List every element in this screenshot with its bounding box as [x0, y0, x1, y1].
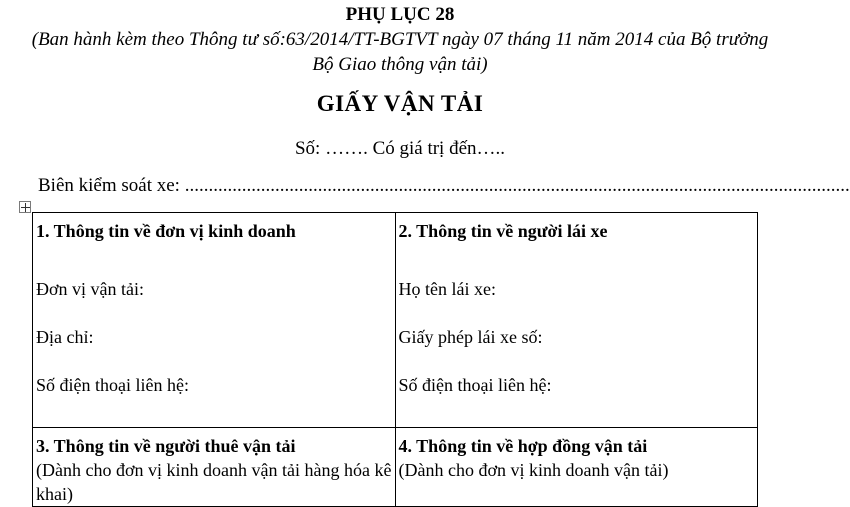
- driver-name-label: Họ tên lái xe:: [398, 279, 496, 299]
- transport-info-table: [32, 212, 758, 507]
- number-validity-line: Số: ……. Có giá trị đến…..: [294, 138, 506, 159]
- driver-section-heading: 2. Thông tin về người lái xe: [398, 221, 608, 241]
- business-address-label: Địa chỉ:: [36, 327, 94, 347]
- driver-phone-label: Số điện thoại liên hệ:: [398, 375, 552, 395]
- contract-info-cell[interactable]: [395, 428, 758, 507]
- issued-note: (Ban hành kèm theo Thông tư số:63/2014/TT-BGTVT ngày 07 tháng 11 năm 2014 của Bộ trưởng Bộ Giao thông vận tải): [31, 29, 769, 75]
- license-plate-line: [38, 175, 850, 197]
- contract-section-note: (Dành cho đơn vị kinh doanh vận tải): [398, 460, 669, 480]
- business-phone-label: Số điện thoại liên hệ:: [36, 375, 189, 395]
- business-section-heading: 1. Thông tin về đơn vị kinh doanh: [36, 221, 296, 241]
- document-title: GIẤY VẬN TẢI: [316, 91, 484, 116]
- table-row: [33, 428, 758, 507]
- hirer-info-cell[interactable]: [33, 428, 396, 507]
- table-move-handle-icon[interactable]: [19, 201, 31, 213]
- business-info-cell[interactable]: [33, 213, 396, 428]
- hirer-section-heading: 3. Thông tin về người thuê vận tải: [36, 436, 296, 456]
- hirer-section-note: (Dành cho đơn vị kinh doanh vận tải hàng hóa kê khai): [36, 460, 392, 504]
- transport-unit-label: Đơn vị vận tải:: [36, 279, 144, 299]
- table-row: [33, 213, 758, 428]
- driver-info-cell[interactable]: [395, 213, 758, 428]
- contract-section-heading: 4. Thông tin về hợp đồng vận tải: [398, 436, 648, 456]
- driver-license-label: Giấy phép lái xe số:: [398, 327, 543, 347]
- license-plate-dots[interactable]: ............................................................................................................................................: [184, 175, 850, 196]
- license-plate-label: Biên kiểm soát xe:: [38, 175, 180, 196]
- appendix-title: PHỤ LỤC 28: [345, 4, 455, 25]
